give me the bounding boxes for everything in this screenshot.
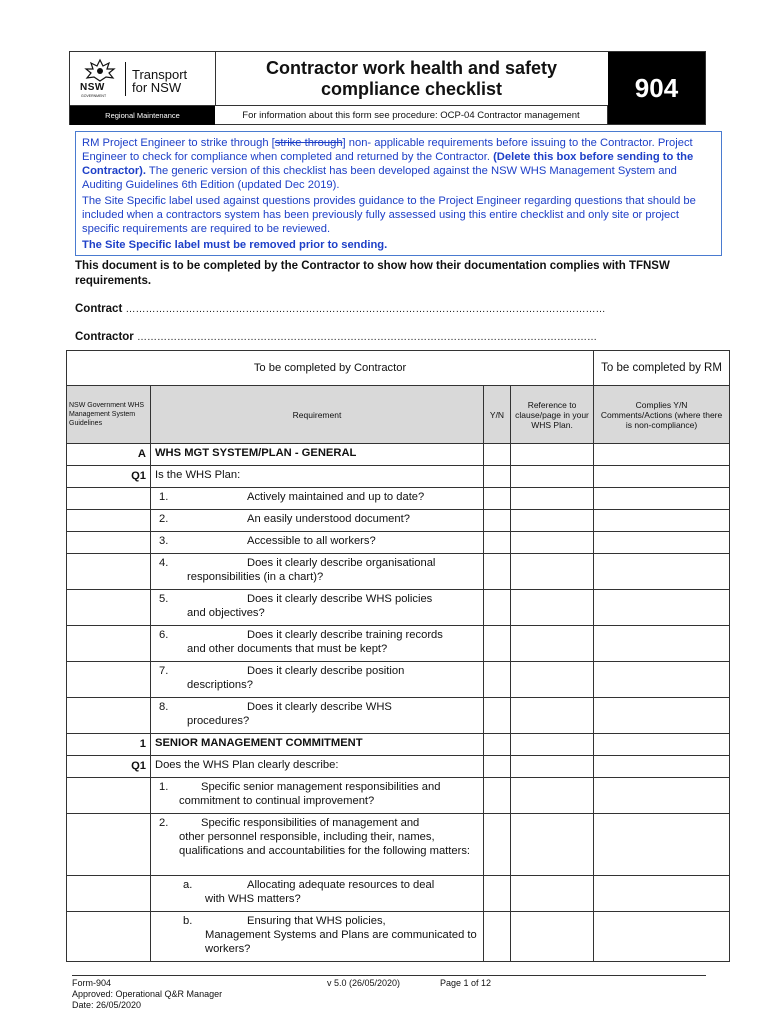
- col-complies: Complies Y/N Comments/Actions (where there is non-compliance): [594, 386, 730, 444]
- item-number: 2.: [159, 817, 169, 829]
- table-column-header: [67, 386, 730, 444]
- requirement-cell: [151, 488, 484, 510]
- requirement-cell: [151, 814, 484, 876]
- item-text: Does it clearly describe training records: [247, 629, 443, 641]
- table-row: [67, 778, 730, 814]
- item-text-continued: other personnel responsible, including their, names, qualifications and accountabilities for the following matters:: [179, 831, 471, 857]
- col-requirement: Requirement: [151, 386, 484, 444]
- title-line1: Contractor work health and safety: [265, 57, 558, 78]
- yn-input[interactable]: [484, 590, 511, 626]
- footer-date: Date: 26/05/2020: [72, 1000, 142, 1010]
- item-number: 3.: [159, 535, 169, 547]
- row-label: [67, 662, 151, 698]
- requirement-cell: [151, 734, 484, 756]
- complies-input[interactable]: [594, 488, 730, 510]
- requirement-cell: [151, 662, 484, 698]
- title-line2: compliance checklist: [320, 78, 503, 99]
- yn-input[interactable]: [484, 532, 511, 554]
- requirement-line: [155, 914, 479, 928]
- notice-paragraph-2: The Site Specific label used against questions provides guidance to the Project Engineer regarding questions that should be included when a contractors system has been previously fully assessed using this entire checklist and only site or project specific requirements are required to be reviewed.: [82, 195, 696, 235]
- complies-input[interactable]: [594, 510, 730, 532]
- logo-nsw-text: NSW: [80, 82, 105, 93]
- requirement-line: [155, 628, 479, 642]
- item-text-continued: with WHS matters?: [205, 893, 301, 905]
- requirement-cell: [151, 554, 484, 590]
- row-label: [67, 510, 151, 532]
- requirement-line: [155, 780, 479, 794]
- reference-input[interactable]: [511, 734, 594, 756]
- row-label: [67, 532, 151, 554]
- reference-input[interactable]: [511, 778, 594, 814]
- row-label: [67, 814, 151, 876]
- requirement-cell: [151, 876, 484, 912]
- reference-input[interactable]: [511, 756, 594, 778]
- requirement-cell: [151, 510, 484, 532]
- reference-input[interactable]: [511, 510, 594, 532]
- item-text-continued: responsibilities (in a chart)?: [187, 571, 324, 583]
- item-number: 1.: [159, 491, 169, 503]
- item-text: Does it clearly describe position: [247, 665, 405, 677]
- item-text: Specific senior management responsibilities and: [201, 781, 441, 793]
- item-number: 1.: [159, 781, 169, 793]
- table-row: [67, 590, 730, 626]
- table-row: [67, 698, 730, 734]
- yn-input[interactable]: [484, 626, 511, 662]
- contract-label: Contract: [75, 303, 123, 315]
- yn-input[interactable]: [484, 554, 511, 590]
- yn-input[interactable]: [484, 912, 511, 962]
- requirement-line: [155, 664, 479, 678]
- item-number: 4.: [159, 557, 169, 569]
- requirement-line: [155, 700, 479, 714]
- requirement-cell: [151, 444, 484, 466]
- yn-input[interactable]: [484, 662, 511, 698]
- notice-paragraph-1: RM Project Engineer to strike through [strike through] non- applicable requirements before issuing to the Contractor. Project Engineer to check for compliance when completed and returned by the Contractor. (Delete this box before sending to the Contractor). The generic version of this checklist has been developed against the NSW WHS Management System and Auditing Guidelines 6th Edition (updated Dec 2019).: [82, 137, 694, 191]
- contractor-field[interactable]: [75, 331, 597, 343]
- form-header: [69, 51, 706, 125]
- yn-input[interactable]: [484, 876, 511, 912]
- logo-divider: [125, 62, 126, 96]
- question-text: Is the WHS Plan:: [155, 469, 241, 481]
- table-row: [67, 876, 730, 912]
- requirement-cell: [151, 756, 484, 778]
- complies-input[interactable]: [594, 590, 730, 626]
- row-label: [67, 488, 151, 510]
- complies-input[interactable]: [594, 698, 730, 734]
- transport-nsw-logo: [80, 58, 210, 100]
- row-label: Q1: [67, 466, 151, 488]
- row-label: [67, 626, 151, 662]
- item-text: Actively maintained and up to date?: [247, 491, 425, 503]
- requirement-line: [155, 592, 479, 606]
- reference-input[interactable]: [511, 554, 594, 590]
- col-guidelines: NSW Government WHS Management System Guidelines: [67, 386, 151, 444]
- complies-input[interactable]: [594, 466, 730, 488]
- contractor-heading: To be completed by Contractor: [67, 351, 594, 386]
- complies-input[interactable]: [594, 912, 730, 962]
- complies-input[interactable]: [594, 626, 730, 662]
- contract-field[interactable]: [75, 303, 605, 315]
- item-text: Ensuring that WHS policies,: [247, 915, 386, 927]
- checklist-rows: [67, 444, 730, 962]
- yn-input[interactable]: [484, 444, 511, 466]
- complies-input[interactable]: [594, 444, 730, 466]
- row-label: 1: [67, 734, 151, 756]
- reference-input[interactable]: [511, 698, 594, 734]
- footer-left: [72, 978, 222, 1011]
- item-number: b.: [183, 915, 193, 927]
- footer-form: Form-904: [72, 978, 112, 988]
- item-text-continued: commitment to continual improvement?: [179, 795, 375, 807]
- yn-input[interactable]: [484, 698, 511, 734]
- contract-dots: ………………………………………………………………………………………………………………………………: [125, 304, 606, 315]
- logo-line1: Transport: [132, 67, 188, 82]
- reference-input[interactable]: [511, 488, 594, 510]
- table-row: [67, 488, 730, 510]
- requirement-cell: [151, 698, 484, 734]
- yn-input[interactable]: [484, 814, 511, 876]
- reference-input[interactable]: [511, 662, 594, 698]
- row-label: A: [67, 444, 151, 466]
- row-label: [67, 698, 151, 734]
- col-reference: Reference to clause/page in your WHS Plan.: [511, 386, 594, 444]
- row-label: [67, 912, 151, 962]
- complies-input[interactable]: [594, 662, 730, 698]
- procedure-info: For information about this form see procedure: OCP-04 Contractor management: [215, 105, 608, 124]
- item-number: 5.: [159, 593, 169, 605]
- waratah-icon: [82, 58, 118, 82]
- item-text-continued: Management Systems and Plans are communicated to workers?: [205, 929, 477, 955]
- item-text-continued: descriptions?: [187, 679, 253, 691]
- yn-input[interactable]: [484, 734, 511, 756]
- footer-version: v 5.0 (26/05/2020): [327, 978, 401, 988]
- requirement-cell: [151, 590, 484, 626]
- row-label: [67, 876, 151, 912]
- requirement-line: [155, 878, 479, 892]
- table-row: [67, 912, 730, 962]
- footer-page: Page 1 of 12: [440, 978, 492, 988]
- table-row: [67, 554, 730, 590]
- row-label: [67, 778, 151, 814]
- form-title: [215, 52, 609, 105]
- logo-transport-text: [132, 68, 187, 94]
- notice-paragraph-3: The Site Specific label must be removed prior to sending.: [82, 239, 388, 251]
- division-label: Regional Maintenance: [70, 105, 215, 125]
- question-row: [67, 466, 730, 488]
- page-footer: [72, 975, 706, 1010]
- question-text: Does the WHS Plan clearly describe:: [155, 759, 339, 771]
- reference-input[interactable]: [511, 626, 594, 662]
- question-row: [67, 756, 730, 778]
- item-text: Specific responsibilities of management and: [201, 817, 420, 829]
- item-number: 7.: [159, 665, 169, 677]
- row-label: Q1: [67, 756, 151, 778]
- logo-cell: [70, 52, 216, 105]
- reference-input[interactable]: [511, 444, 594, 466]
- requirement-line: [155, 512, 479, 526]
- requirement-cell: [151, 532, 484, 554]
- requirement-line: [155, 556, 479, 570]
- section-row: [67, 444, 730, 466]
- delete-box-instruction: (Delete this box before sending to the Contractor).: [82, 151, 694, 177]
- complies-input[interactable]: [594, 778, 730, 814]
- strike-example: strike through: [274, 137, 343, 149]
- rm-heading: To be completed by RM: [594, 351, 730, 386]
- item-text-continued: and objectives?: [187, 607, 265, 619]
- reference-input[interactable]: [511, 912, 594, 962]
- complies-input[interactable]: [594, 734, 730, 756]
- logo-gov-text: GOVERNMENT: [81, 94, 107, 98]
- reference-input[interactable]: [511, 532, 594, 554]
- section-row: [67, 734, 730, 756]
- form-number: 904: [608, 52, 705, 124]
- item-text: Does it clearly describe WHS: [247, 701, 392, 713]
- footer-approved: Approved: Operational Q&R Manager: [72, 989, 223, 999]
- complies-input[interactable]: [594, 876, 730, 912]
- table-row: [67, 510, 730, 532]
- yn-input[interactable]: [484, 778, 511, 814]
- requirement-line: [155, 534, 479, 548]
- requirement-cell: [151, 466, 484, 488]
- item-text: Allocating adequate resources to deal: [247, 879, 435, 891]
- item-number: 2.: [159, 513, 169, 525]
- checklist-table: [66, 350, 730, 962]
- reference-input[interactable]: [511, 590, 594, 626]
- row-label: [67, 554, 151, 590]
- engineer-notice-box: [75, 131, 722, 256]
- item-text: Does it clearly describe WHS policies: [247, 593, 433, 605]
- requirement-line: [155, 816, 479, 830]
- table-row: [67, 662, 730, 698]
- complies-input[interactable]: [594, 532, 730, 554]
- item-text: Does it clearly describe organisational: [247, 557, 436, 569]
- complies-input[interactable]: [594, 554, 730, 590]
- table-row: [67, 532, 730, 554]
- item-number: a.: [183, 879, 193, 891]
- reference-input[interactable]: [511, 466, 594, 488]
- section-title: WHS MGT SYSTEM/PLAN - GENERAL: [155, 447, 357, 459]
- section-title: SENIOR MANAGEMENT COMMITMENT: [155, 737, 363, 749]
- requirement-cell: [151, 778, 484, 814]
- complies-input[interactable]: [594, 756, 730, 778]
- logo-line2: for NSW: [132, 80, 182, 95]
- reference-input[interactable]: [511, 876, 594, 912]
- table-group-header: [67, 351, 730, 386]
- col-yn: Y/N: [484, 386, 511, 444]
- table-row: [67, 814, 730, 876]
- requirement-cell: [151, 626, 484, 662]
- yn-input[interactable]: [484, 488, 511, 510]
- yn-input[interactable]: [484, 510, 511, 532]
- contractor-label: Contractor: [75, 331, 134, 343]
- table-row: [67, 626, 730, 662]
- intro-text: This document is to be completed by the Contractor to show how their documentation complies with TFNSW requirements.: [75, 260, 670, 287]
- yn-input[interactable]: [484, 466, 511, 488]
- yn-input[interactable]: [484, 756, 511, 778]
- item-number: 6.: [159, 629, 169, 641]
- requirement-cell: [151, 912, 484, 962]
- item-text: Accessible to all workers?: [247, 535, 376, 547]
- item-text-continued: and other documents that must be kept?: [187, 643, 388, 655]
- contractor-dots: …………………………………………………………………………………………………………………………: [136, 332, 597, 343]
- requirement-line: [155, 490, 479, 504]
- complies-input[interactable]: [594, 814, 730, 876]
- item-text: An easily understood document?: [247, 513, 410, 525]
- row-label: [67, 590, 151, 626]
- reference-input[interactable]: [511, 814, 594, 876]
- item-text-continued: procedures?: [187, 715, 250, 727]
- item-number: 8.: [159, 701, 169, 713]
